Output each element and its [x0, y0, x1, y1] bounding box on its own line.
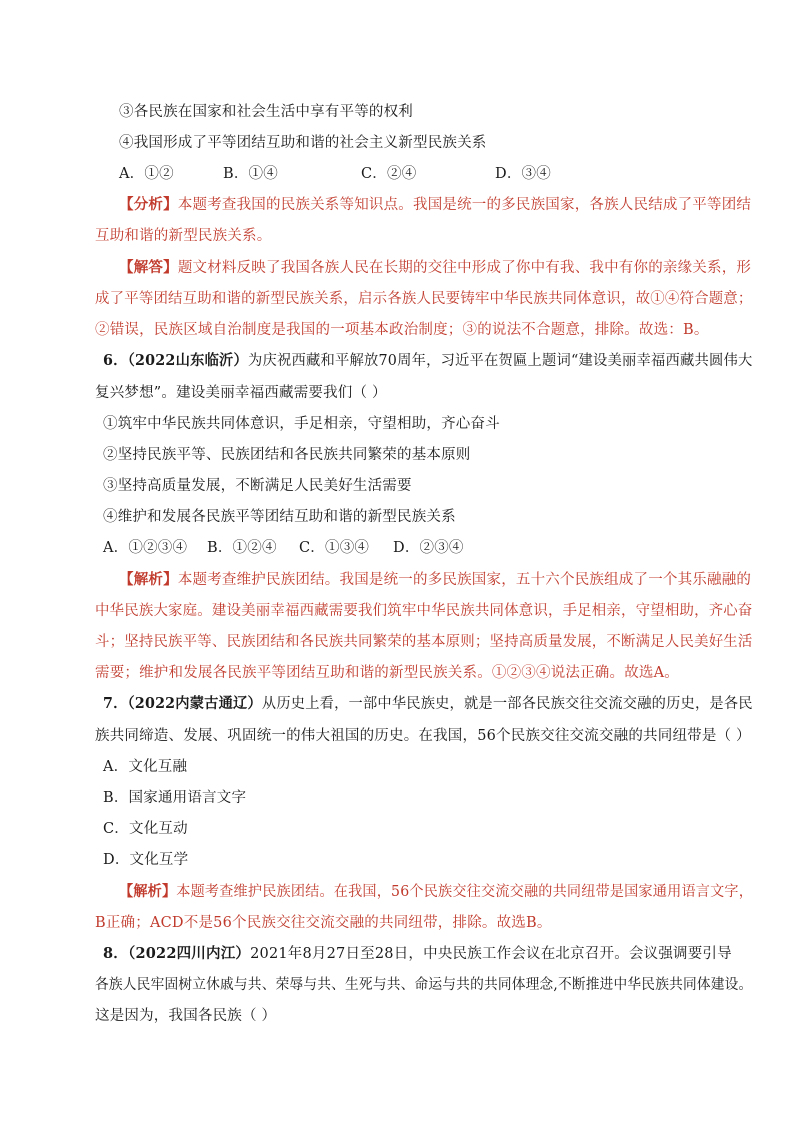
q5-answer-line-2: 成了平等团结互助和谐的新型民族关系，启示各族人民要铸牢中华民族共同体意识，故①④符合题意；	[95, 291, 753, 307]
q5-analysis-line-2: 互助和谐的新型民族关系。	[95, 228, 272, 244]
q5-analysis-text-1: 本题考查我国的民族关系等知识点。我国是统一的多民族国家，各族人民结成了平等团结	[177, 197, 752, 213]
q5-answer-tag: 【解答】	[119, 259, 178, 276]
q5-analysis-tag: 【分析】	[119, 196, 178, 213]
q5-choice-a: A．①②	[119, 166, 174, 182]
q6-choice-a: A．①②③④	[103, 540, 188, 556]
q7-explain-line-1	[119, 882, 753, 902]
q6-number: 6．	[103, 352, 128, 369]
q7-choice-b: B．国家通用语言文字	[103, 790, 247, 806]
q5-choice-d: D．③④	[495, 166, 551, 182]
q5-choices	[119, 164, 551, 184]
q7-choice-d: D．文化互学	[103, 852, 189, 868]
q5-answer-text-1: 题文材料反映了我国各族人民在长期的交往中形成了你中有我、我中有你的亲缘关系，形	[177, 260, 752, 276]
q6-stem-line-2: 复兴梦想”。建设美丽幸福西藏需要我们（ ）	[95, 385, 387, 401]
q7-choice-c: C．文化互动	[103, 821, 188, 837]
q7-explain-tag: 【解析】	[119, 883, 177, 900]
q8-stem-text-1: 2021年8月27日至28日，中央民族工作会议在北京召开。会议强调要引导	[250, 946, 732, 962]
q6-choice-d: D．②③④	[393, 540, 464, 556]
q5-choice-b: B．①④	[223, 166, 278, 182]
q6-option-item-4: ④维护和发展各民族平等团结互助和谐的新型民族关系	[103, 509, 456, 525]
q6-explain-tag: 【解析】	[119, 571, 178, 588]
q6-explain-line-2: 中华民族大家庭。建设美丽幸福西藏需要我们筑牢中华民族共同体意识，手足相亲，守望相助，齐心奋	[95, 603, 753, 619]
q5-answer-line-1	[119, 258, 751, 278]
q7-stem-text-1: 从历史上看，一部中华民族史，就是一部各民族交往交流交融的历史，是各民	[261, 696, 753, 712]
q8-source-tag: （2022四川内江）	[128, 945, 251, 962]
q8-stem-line-3: 这是因为，我国各民族（ ）	[95, 1008, 277, 1024]
q8-stem-line-1	[103, 944, 732, 964]
q6-stem-text-1: 为庆祝西藏和平解放70周年，习近平在贺匾上题词“建设美丽幸福西藏共圆伟大	[248, 353, 753, 369]
q5-answer-line-3: ②错误，民族区域自治制度是我国的一项基本政治制度；③的说法不合题意，排除。故选：B。	[95, 322, 709, 338]
q5-analysis-line-1	[119, 195, 751, 215]
q7-source-tag: （2022内蒙古通辽）	[127, 695, 262, 712]
q8-number: 8．	[103, 945, 128, 962]
q6-option-item-3: ③坚持高质量发展，不断满足人民美好生活需要	[103, 478, 412, 494]
q6-option-item-1: ①筑牢中华民族共同体意识，手足相亲，守望相助，齐心奋斗	[103, 416, 500, 432]
q7-explain-text-1: 本题考查维护民族团结。在我国，56个民族交往交流交融的共同纽带是国家通用语言文字，	[176, 884, 754, 900]
q6-explain-line-3: 斗；坚持民族平等、民族团结和各民族共同繁荣的基本原则；坚持高质量发展，不断满足人民美好生活	[95, 634, 753, 650]
q6-explain-text-1: 本题考查维护民族团结。我国是统一的多民族国家，五十六个民族组成了一个其乐融融的	[177, 572, 752, 588]
q6-option-item-2: ②坚持民族平等、民族团结和各民族共同繁荣的基本原则	[103, 447, 471, 463]
q6-choices	[103, 538, 464, 558]
q6-stem-line-1	[103, 351, 752, 371]
q7-stem-line-2: 族共同缔造、发展、巩固统一的伟大祖国的历史。在我国，56个民族交往交流交融的共同纽带是（ ）	[95, 728, 751, 744]
q6-explain-line-4: 需要；维护和发展各民族平等团结互助和谐的新型民族关系。①②③④说法正确。故选A。	[95, 665, 679, 681]
q6-source-tag: （2022山东临沂）	[127, 352, 249, 369]
q7-number: 7．	[103, 695, 128, 712]
q5-option-item-3: ③各民族在国家和社会生活中享有平等的权利	[119, 104, 413, 120]
q5-option-item-4: ④我国形成了平等团结互助和谐的社会主义新型民族关系	[119, 135, 487, 151]
q6-choice-c: C．①③④	[299, 540, 370, 556]
q6-choice-b: B．①②④	[207, 540, 277, 556]
q7-choice-a: A．文化互融	[103, 759, 188, 775]
q7-stem-line-1	[103, 694, 753, 714]
q7-explain-line-2: B正确；ACD不是56个民族交往交流交融的共同纽带，排除。故选B。	[95, 915, 552, 931]
q6-explain-line-1	[119, 570, 751, 590]
q5-choice-c: C．②④	[361, 166, 417, 182]
q8-stem-line-2: 各族人民牢固树立休戚与共、荣辱与共、生死与共、命运与共的共同体理念,不断推进中华民族共同体建设。	[95, 977, 753, 993]
